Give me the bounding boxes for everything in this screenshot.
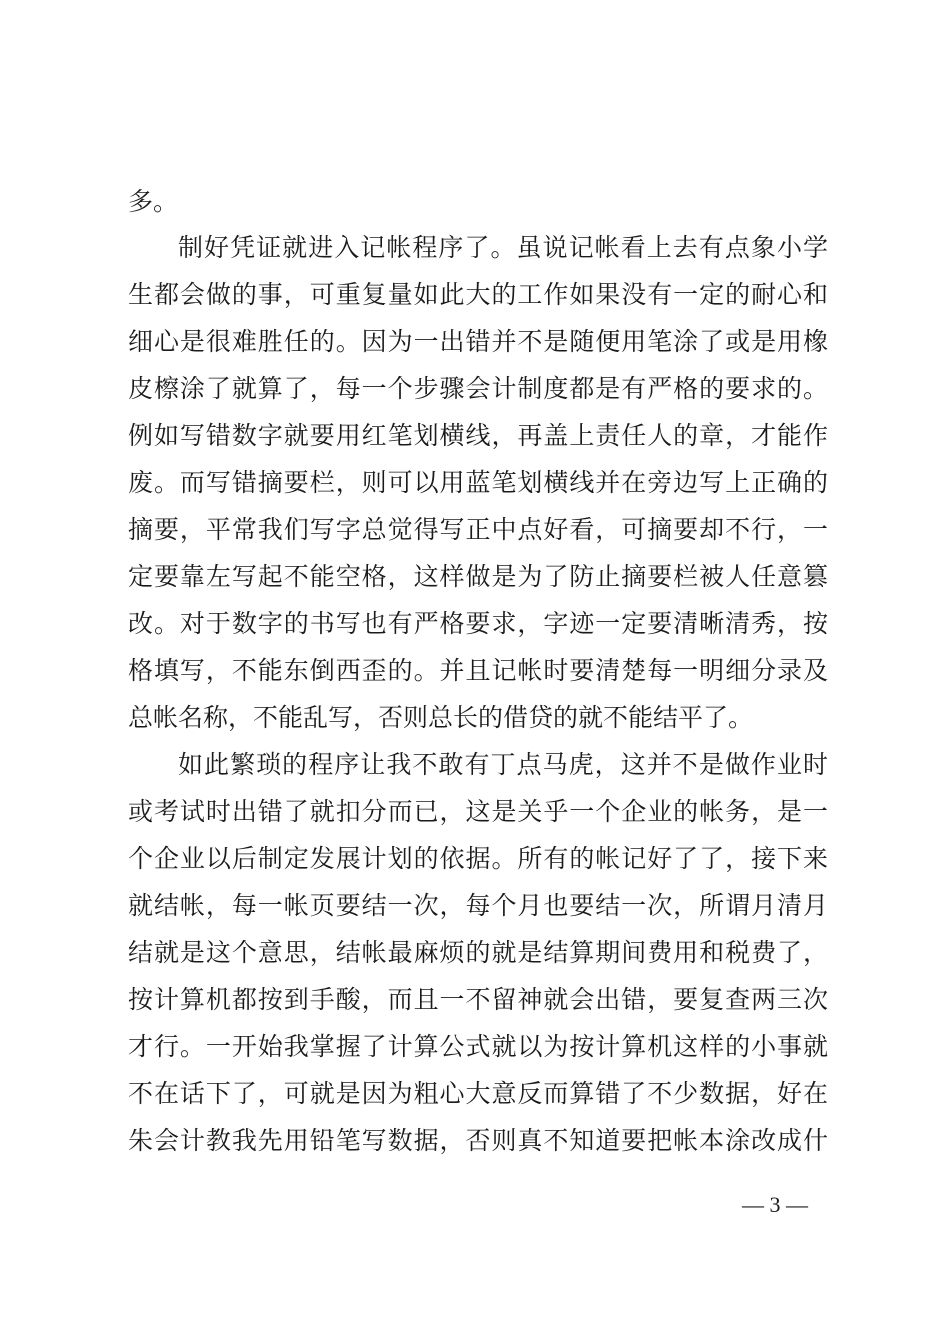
- text-line-8: 摘要，平常我们写字总觉得写正中点好看，可摘要却不行，一: [128, 515, 828, 544]
- text-line-17: 结就是这个意思，结帐最麻烦的就是结算期间费用和税费了，: [128, 938, 828, 967]
- text-line-1: 多。: [128, 187, 179, 216]
- text-line-21: 朱会计教我先用铅笔写数据，否则真不知道要把帐本涂改成什: [128, 1126, 828, 1155]
- text-line-3: 生都会做的事，可重复量如此大的工作如果没有一定的耐心和: [128, 280, 828, 309]
- text-line-19: 才行。一开始我掌握了计算公式就以为按计算机这样的小事就: [128, 1032, 828, 1061]
- text-line-12: 总帐名称，不能乱写，否则总长的借贷的就不能结平了。: [128, 703, 754, 732]
- text-line-6: 例如写错数字就要用红笔划横线，再盖上责任人的章，才能作: [128, 421, 828, 450]
- text-line-18: 按计算机都按到手酸，而且一不留神就会出错，要复查两三次: [128, 985, 828, 1014]
- text-line-2: 制好凭证就进入记帐程序了。虽说记帐看上去有点象小学: [178, 233, 828, 262]
- text-line-4: 细心是很难胜任的。因为一出错并不是随便用笔涂了或是用橡: [128, 327, 828, 356]
- text-line-10: 改。对于数字的书写也有严格要求，字迹一定要清晰清秀，按: [128, 609, 828, 638]
- text-line-5: 皮檫涂了就算了，每一个步骤会计制度都是有严格的要求的。: [128, 374, 828, 403]
- text-line-9: 定要靠左写起不能空格，这样做是为了防止摘要栏被人任意篡: [128, 562, 828, 591]
- text-line-7: 废。而写错摘要栏，则可以用蓝笔划横线并在旁边写上正确的: [128, 468, 828, 497]
- text-line-13: 如此繁琐的程序让我不敢有丁点马虎，这并不是做作业时: [178, 750, 828, 779]
- text-line-14: 或考试时出错了就扣分而已，这是关乎一个企业的帐务，是一: [128, 797, 828, 826]
- page-number: — 3 —: [742, 1192, 808, 1217]
- text-line-16: 就结帐，每一帐页要结一次，每个月也要结一次，所谓月清月: [128, 891, 828, 920]
- text-line-11: 格填写，不能东倒西歪的。并且记帐时要清楚每一明细分录及: [128, 656, 828, 685]
- text-line-15: 个企业以后制定发展计划的依据。所有的帐记好了了，接下来: [128, 844, 828, 873]
- text-line-20: 不在话下了，可就是因为粗心大意反而算错了不少数据，好在: [128, 1079, 828, 1108]
